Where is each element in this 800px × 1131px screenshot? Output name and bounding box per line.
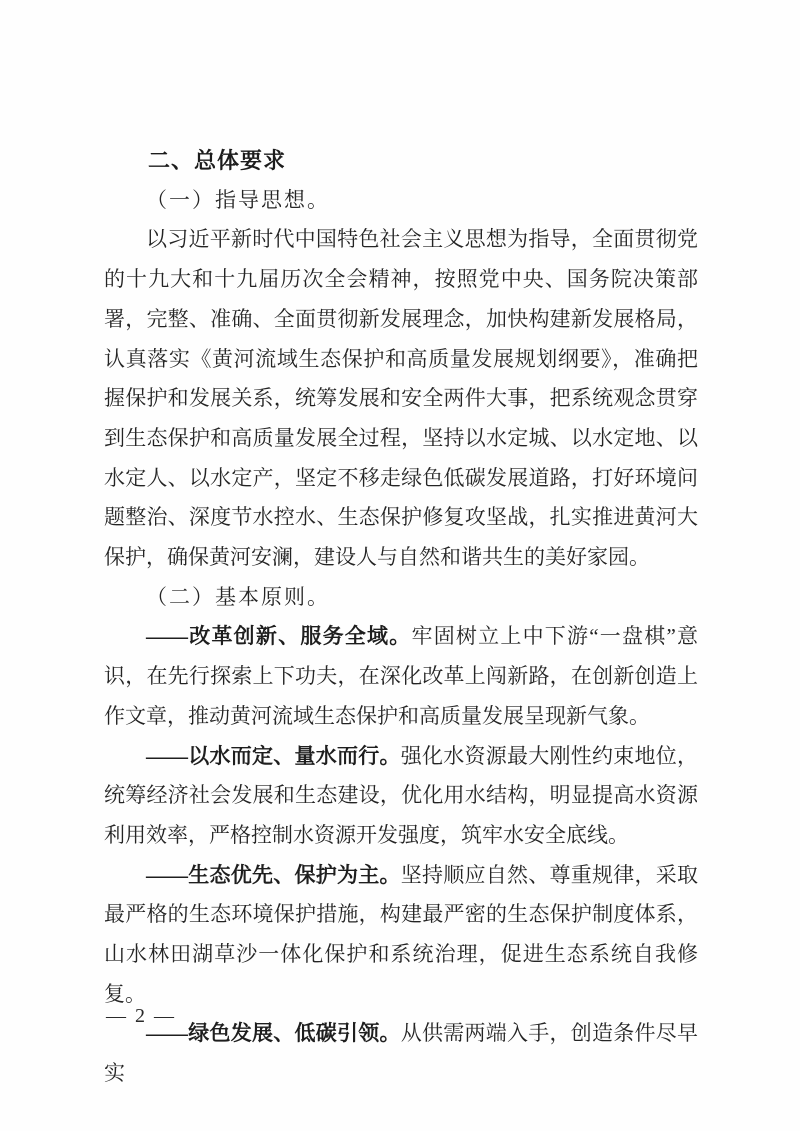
principle-lead-green-development: ——绿色发展、低碳引领。 — [146, 1021, 401, 1046]
principle-text-green-development: 从供需两端入手，创造条件尽早实 — [104, 1021, 698, 1086]
principle-text-water-based: 强化水资源最大刚性约束地位，统筹经济社会发展和生态建设，优化用水结构，明显提高水资源利用效率，严格控制水资源开发强度，筑牢水安全底线。 — [104, 743, 698, 847]
principle-text-reform-innovation: 牢固树立上中下游“一盘棋”意识，在先行探索上下功夫，在深化改革上闯新路，在创新创造上作文章，推动黄河流域生态保护和高质量发展呈现新气象。 — [104, 624, 699, 728]
page-number: — 2 — — [106, 1005, 176, 1027]
sub-heading-basic-principles: （二）基本原则。 — [146, 584, 330, 609]
principle-lead-water-based: ——以水而定、量水而行。 — [146, 743, 401, 768]
principle-lead-reform-innovation: ——改革创新、服务全域。 — [146, 624, 412, 649]
document-body — [104, 141, 698, 1094]
principle-paragraph-ecology-first — [104, 856, 698, 1015]
paragraph-guiding-ideology: 以习近平新时代中国特色社会主义思想为指导，全面贯彻党的十九大和十九届历次全会精神，按照党中央、国务院决策部署，完整、准确、全面贯彻新发展理念，加快构建新发展格局，认真落实《黄河流域生态保护和高质量发展规划纲要》，准确把握保护和发展关系，统筹发展和安全两件大事，把系统观念贯穿到生态保护和高质量发展全过程，坚持以水定城、以水定地、以水定人、以水定产，坚定不移走绿色低碳发展道路，打好环境问题整治、深度节水控水、生态保护修复攻坚战，扎实推进黄河大保护，确保黄河安澜，建设人与自然和谐共生的美好家园。 — [104, 227, 698, 570]
principle-paragraph-reform-innovation — [104, 617, 698, 736]
sub-heading-guiding-ideology: （一）指导思想。 — [146, 187, 330, 212]
section-heading: 二、总体要求 — [148, 148, 287, 173]
principle-paragraph-water-based — [104, 737, 698, 856]
principle-lead-ecology-first: ——生态优先、保护为主。 — [146, 862, 401, 887]
principle-text-ecology-first: 坚持顺应自然、尊重规律，采取最严格的生态环境保护措施，构建最严密的生态保护制度体系，山水林田湖草沙一体化保护和系统治理，促进生态系统自我修复。 — [104, 862, 698, 1006]
principle-paragraph-green-development — [104, 1014, 698, 1093]
